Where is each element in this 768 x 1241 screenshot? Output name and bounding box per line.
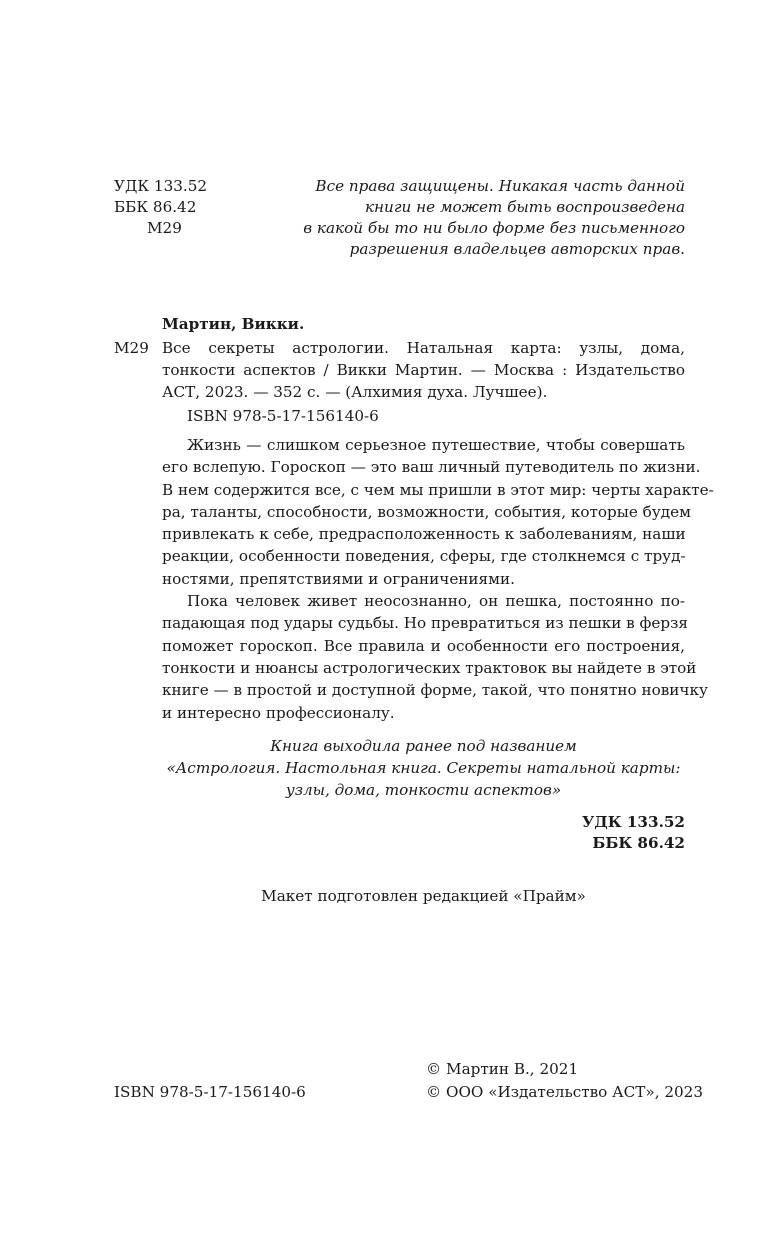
previous-edition-line: узлы, дома, тонкости аспектов» xyxy=(285,781,562,799)
prepared-by: Макет подготовлен редакцией «Прайм» xyxy=(261,887,586,905)
annotation-line: падающая под удары судьбы. Но превратиться из пешки в ферзя xyxy=(162,614,688,633)
udk-code: УДК 133.52 xyxy=(114,177,208,195)
footer-isbn: ISBN 978-5-17-156140-6 xyxy=(114,1083,306,1101)
bbk-code: ББК 86.42 xyxy=(114,198,197,216)
rights-line: разрешения владельцев авторских прав. xyxy=(349,240,685,258)
bib-author: Мартин, Викки. xyxy=(162,315,305,333)
annotation xyxy=(162,434,714,724)
bib-line: Все секреты астрологии. Натальная карта: узлы, дома, xyxy=(162,339,685,357)
copyright-publisher: © ООО «Издательство АСТ», 2023 xyxy=(426,1083,704,1101)
udk-code-bold: УДК 133.52 xyxy=(581,813,685,831)
copyright-block xyxy=(400,1058,704,1104)
annotation-line: тонкости и нюансы астрологических трактовок вы найдете в этой xyxy=(162,658,697,677)
author-mark: М29 xyxy=(147,219,182,237)
annotation-line: реакции, особенности поведения, сферы, где столкнемся с труд- xyxy=(162,547,686,566)
bib-description xyxy=(162,337,685,403)
annotation-line: Жизнь — слишком серьезное путешествие, чтобы совершать xyxy=(187,436,685,454)
annotation-line: и интересно профессионалу. xyxy=(162,703,395,722)
previous-edition-line: «Астрология. Настольная книга. Секреты натальной карты: xyxy=(166,759,681,777)
annotation-line: поможет гороскоп. Все правила и особенности его построения, xyxy=(162,636,685,655)
rights-line: в какой бы то ни было форме без письменного xyxy=(303,219,685,237)
rights-line: книги не может быть воспроизведена xyxy=(364,198,685,216)
rights-line: Все права защищены. Никакая часть данной xyxy=(315,177,685,195)
classification-block xyxy=(114,176,224,239)
annotation-line: привлекать к себе, предрасположенность к заболеваниям, наши xyxy=(162,525,686,544)
bib-line: АСТ, 2023. — 352 с. — (Алхимия духа. Лучшее). xyxy=(162,383,548,401)
bib-isbn: ISBN 978-5-17-156140-6 xyxy=(187,407,379,425)
bib-shelf-mark: М29 xyxy=(114,339,149,357)
previous-edition-line: Книга выходила ранее под названием xyxy=(270,737,577,755)
bbk-code-bold: ББК 86.42 xyxy=(592,834,685,852)
rights-notice xyxy=(300,176,685,260)
classification-bold xyxy=(560,812,685,854)
previous-edition-note xyxy=(162,735,685,801)
annotation-line: В нем содержится все, с чем мы пришли в этот мир: черты характе- xyxy=(162,480,714,499)
annotation-line: ра, таланты, способности, возможности, события, которые будем xyxy=(162,502,691,521)
annotation-line: книге — в простой и доступной форме, такой, что понятно новичку xyxy=(162,681,708,700)
annotation-line: ностями, препятствиями и ограничениями. xyxy=(162,569,515,588)
annotation-line: Пока человек живет неосознанно, он пешка, постоянно по- xyxy=(187,592,685,611)
bib-line: тонкости аспектов / Викки Мартин. — Москва : Издательство xyxy=(162,361,685,379)
annotation-line: его вслепую. Гороскоп — это ваш личный путеводитель по жизни. xyxy=(162,458,701,477)
copyright-author: © Мартин В., 2021 xyxy=(426,1060,579,1078)
